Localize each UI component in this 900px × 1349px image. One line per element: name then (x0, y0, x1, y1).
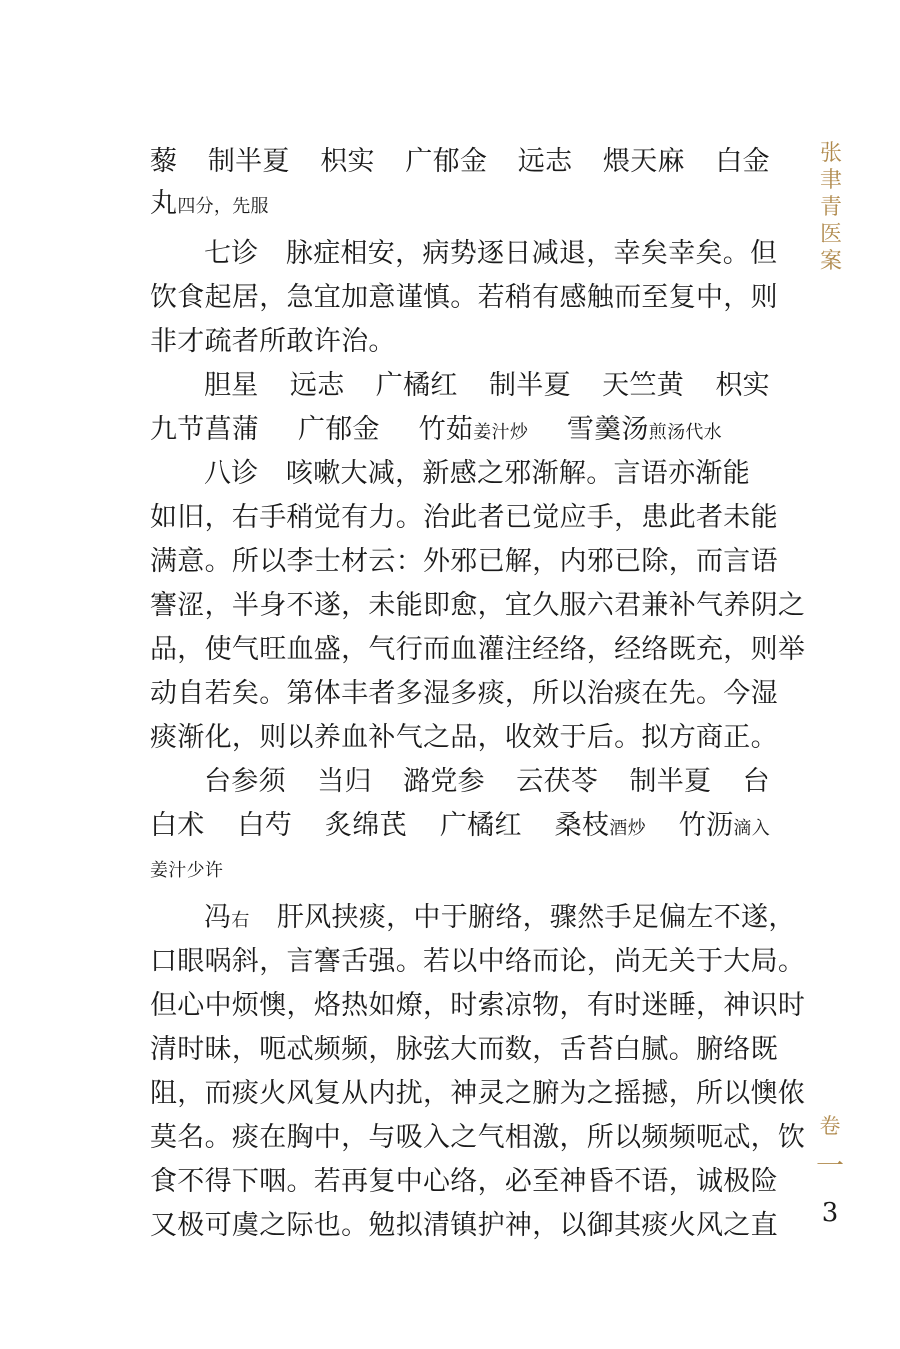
herb-item: 当归 (317, 766, 372, 797)
paragraph-line: 七诊 脉症相安，病势逐日减退，幸矣幸矣。但 (204, 238, 778, 269)
paragraph-line: 謇涩，半身不遂，未能即愈，宜久服六君兼补气养阴之 (150, 590, 806, 621)
herb-item: 白术 (150, 810, 205, 841)
paragraph-line: 非才疏者所敢许治。 (150, 326, 396, 357)
volume-char: 卷 (819, 1114, 841, 1138)
paragraph-line: 口眼㖞斜，言謇舌强。若以中络而论，尚无关于大局。 (150, 946, 806, 977)
prescription-line (150, 364, 770, 408)
herb-item: 广橘红 (375, 370, 458, 401)
paragraph-line: 但心中烦懊，烙热如燎，时索凉物，有时迷睡，神识时 (150, 990, 806, 1021)
prescription-line (150, 804, 770, 848)
herb-item: 远志 (289, 370, 345, 401)
herb-item: 桑枝酒炒 (554, 810, 646, 841)
herb-item: 白芍 (237, 810, 293, 841)
book-title-char: 青 (819, 195, 842, 220)
herb-item: 藜 (150, 146, 178, 177)
case-heading-line (150, 896, 796, 940)
herb-item: 云茯苓 (516, 766, 599, 797)
herb-item: 制半夏 (207, 146, 290, 177)
herb-item: 台 (742, 766, 770, 797)
herb-item: 竹茹姜汁炒 (418, 414, 529, 445)
herb-item: 雪羹汤煎汤代水 (566, 414, 722, 445)
book-title-char: 聿 (819, 168, 842, 193)
paragraph-line: 食不得下咽。若再复中心络，必至神昏不语，诚极险 (150, 1166, 778, 1197)
herb-item: 枳实 (320, 146, 375, 177)
page-body (150, 140, 806, 1248)
herb-item: 丸 (150, 188, 178, 219)
paragraph-line: 品，使气旺血盛，气行而血灌注经络，经络既充，则举 (150, 634, 806, 665)
herb-item: 枳实 (715, 370, 770, 401)
volume-label (810, 1108, 850, 1188)
prescription-line (150, 760, 770, 804)
herb-item: 煨天麻 (602, 146, 685, 177)
paragraph-line: 清时昧，呃忒频频，脉弦大而数，舌苔白腻。腑络既 (150, 1034, 778, 1065)
volume-char: 一 (815, 1149, 844, 1182)
herb-note: 煎汤代水 (648, 422, 722, 443)
paragraph-line: 满意。所以李士材云：外邪已解，内邪已除，而言语 (150, 546, 778, 577)
book-title-char: 张 (819, 141, 842, 166)
book-title-char: 医 (819, 222, 842, 247)
paragraph-line: 饮食起居，急宜加意谨慎。若稍有感触而至复中，则 (150, 282, 778, 313)
herb-item: 胆星 (204, 370, 259, 401)
paragraph-line: 动自若矣。第体丰者多湿多痰，所以治痰在先。今湿 (150, 678, 778, 709)
paragraph-line: 八诊 咳嗽大减，新感之邪渐解。言语亦渐能 (204, 458, 750, 489)
paragraph-text: 肝风挟痰，中于腑络，骤然手足偏左不遂， (249, 902, 796, 933)
herb-item: 炙绵芪 (325, 810, 407, 841)
herb-item: 远志 (517, 146, 573, 177)
paragraph-line: 如旧，右手稍觉有力。治此者已觉应手，患此者未能 (150, 502, 778, 533)
herb-item: 九节菖蒲 (150, 414, 260, 445)
prescription-line (150, 848, 770, 888)
prescription-line (150, 408, 770, 452)
herb-item: 台参须 (204, 766, 286, 797)
herb-note: 四分，先服 (177, 196, 269, 217)
herb-item: 制半夏 (488, 370, 571, 401)
paragraph-line: 莫名。痰在胸中，与吸入之气相激，所以频频呃忒，饮 (150, 1122, 806, 1153)
paragraph-line: 又极可虞之际也。勉拟清镇护神，以御其痰火风之直 (150, 1210, 778, 1241)
prescription-line (150, 184, 770, 224)
patient-name: 冯 (204, 902, 232, 933)
herb-item: 制半夏 (629, 766, 712, 797)
herb-item: 潞党参 (403, 766, 485, 797)
herb-item: 广郁金 (297, 414, 380, 445)
herb-note: 滴入 (733, 818, 770, 839)
herb-item: 广橘红 (439, 810, 522, 841)
book-title-vertical (818, 140, 844, 275)
herb-item: 白金 (715, 146, 770, 177)
patient-side-note: 右 (231, 910, 250, 931)
herb-item: 广郁金 (405, 146, 488, 177)
book-title-char: 案 (819, 249, 842, 274)
herb-note: 姜汁少许 (150, 860, 224, 881)
prescription-line (150, 140, 770, 184)
paragraph-line: 痰渐化，则以养血补气之品，收效于后。拟方商正。 (150, 722, 778, 753)
herb-item: 竹沥滴入 (678, 810, 770, 841)
herb-note: 酒炒 (609, 818, 646, 839)
herb-note: 姜汁炒 (473, 422, 529, 443)
paragraph-line: 阻，而痰火风复从内扰，神灵之腑为之摇撼，所以懊侬 (150, 1078, 806, 1109)
herb-item: 天竺黄 (602, 370, 685, 401)
page-number: 3 (821, 1198, 839, 1228)
